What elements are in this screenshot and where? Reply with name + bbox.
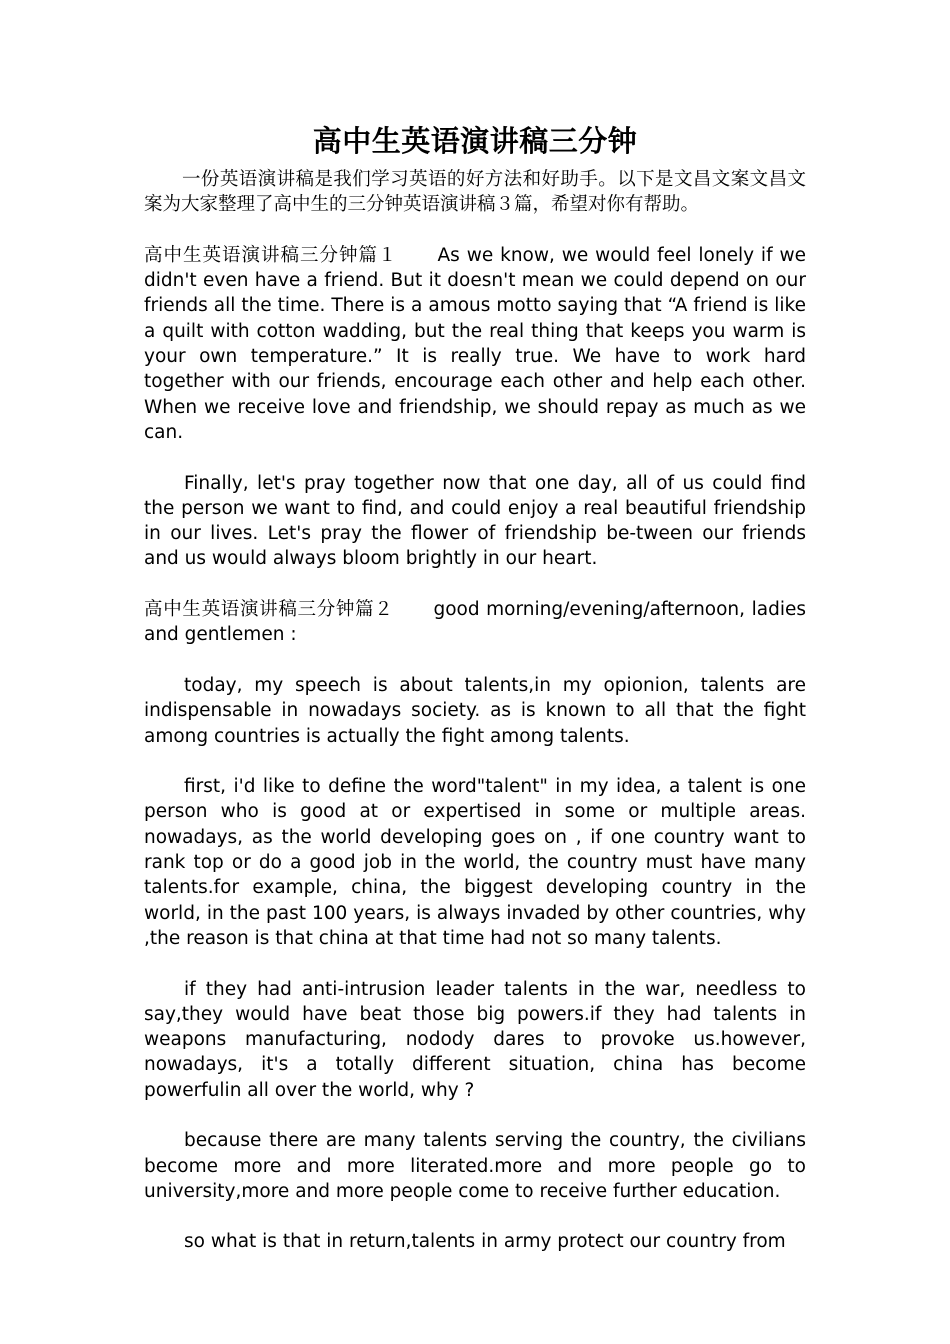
section2-paragraph-6: so what is that in return,talents in army protect our country from xyxy=(184,1231,786,1253)
document-title: 高中生英语演讲稿三分钟 xyxy=(312,124,638,158)
section2-paragraph-4: if they had anti-intrusion leader talents in the war, needless to say,they would have beat those big powers.if they had talents in weapons manufacturing, nodody dares to provoke us.however, nowadays, it's a totally different situation, china has become powerfulin all over the world, why ? xyxy=(144,978,806,1101)
section1-paragraph-2: Finally, let's pray together now that one day, all of us could find the person we want to find, and could enjoy a real beautiful friendship in our lives. Let's pray the flower of friendship be-tween our friends and us would always bloom brightly in our heart. xyxy=(144,472,806,570)
section2-paragraph-5: because there are many talents serving the country, the civilians become more and more literated.more and more people go to university,more and more people come to receive further education. xyxy=(144,1130,806,1202)
section2-lead-text: good morning/evening/afternoon, ladies and gentlemen : xyxy=(144,599,806,646)
document-page xyxy=(144,118,806,1255)
section2-paragraph-3: first, i'd like to define the word"talent" in my idea, a talent is one person who is good at or expertised in some or multiple areas. nowadays, as the world developing goes on , if one country want to rank top or do a good job in the world, the country must have many talents.for example, china, the biggest developing country in the world, in the past 100 years, is always invaded by other countries, why ,the reason is that china at that time had not so many talents. xyxy=(144,776,806,949)
section2-paragraph-1 xyxy=(144,597,806,648)
intro-paragraph: 一份英语演讲稿是我们学习英语的好方法和好助手。以下是文昌文案文昌文案为大家整理了高中生的三分钟英语演讲稿３篇，希望对你有帮助。 xyxy=(144,169,806,216)
section1-paragraph-1 xyxy=(144,243,806,445)
section1-heading: 高中生英语演讲稿三分钟篇１ xyxy=(144,244,398,266)
section1-lead-text: As we know, we would feel lonely if we didn't even have a friend. But it doesn't mean we could depend on our friends all the time. There is a amous motto saying that “A friend is like a quilt with cotton wadding, but the real thing that keeps you warm is your own temperature.” It is really true. We have to work hard together with our friends, encourage each other and help each other. When we receive love and friendship, we should repay as much as we can. xyxy=(144,244,806,443)
section2-heading: 高中生英语演讲稿三分钟篇２ xyxy=(144,599,394,621)
section2-paragraph-2: today, my speech is about talents,in my opionion, talents are indispensable in nowadays society. as is known to all that the fight among countries is actually the fight among talents. xyxy=(144,674,806,747)
